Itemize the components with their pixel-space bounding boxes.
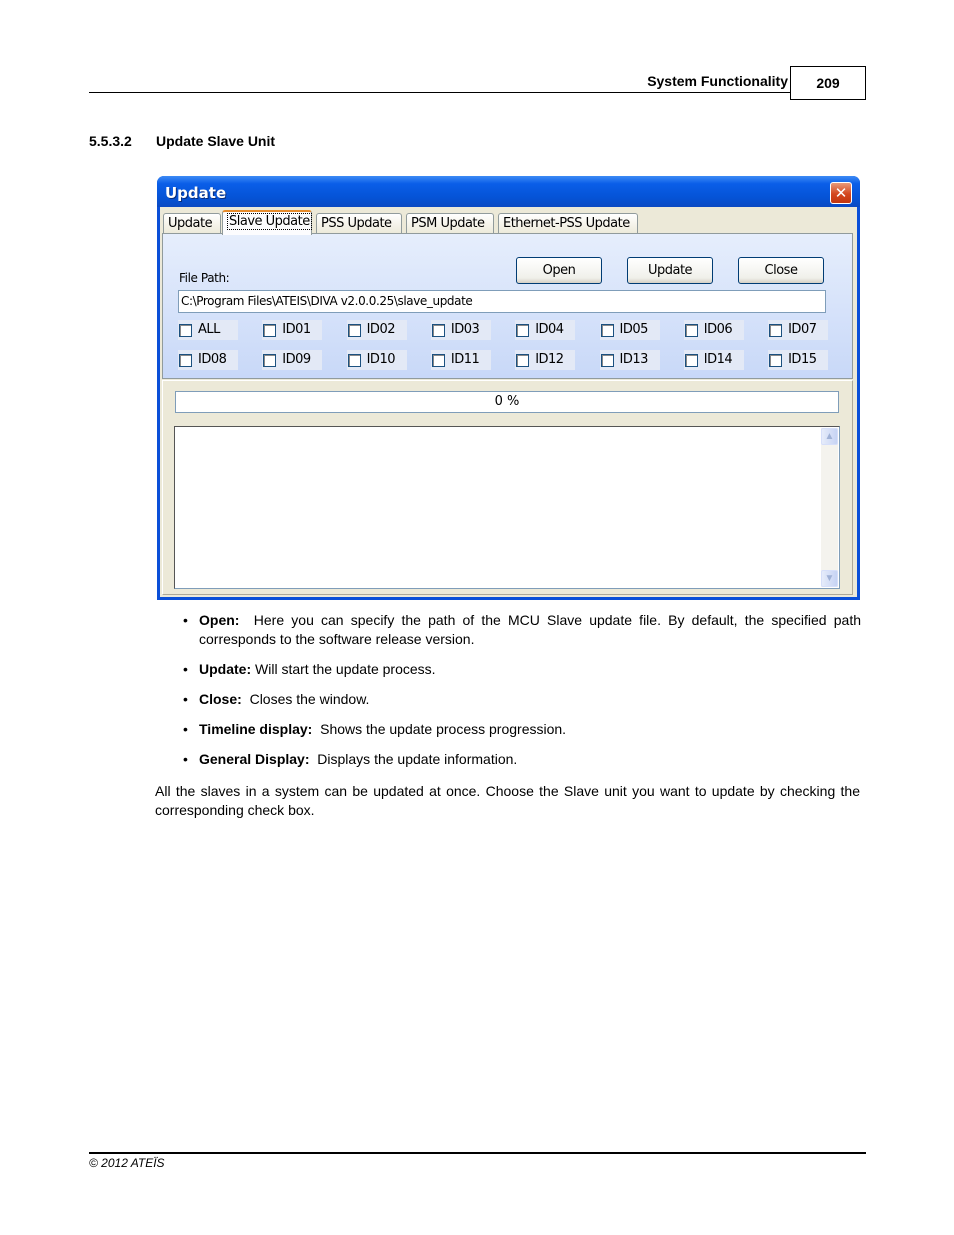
- status-panel: [162, 380, 853, 595]
- list-item-text: Will start the update process.: [255, 661, 436, 677]
- checkbox-label: ID02: [366, 322, 395, 337]
- tab-label: Ethernet-PSS Update: [503, 216, 630, 231]
- checkbox-label: ID06: [703, 322, 733, 337]
- checkbox-label: ID11: [450, 352, 480, 367]
- checkbox-label: ID13: [619, 352, 648, 367]
- checkbox-box[interactable]: [179, 354, 192, 367]
- list-item: [183, 720, 861, 739]
- list-item: [183, 690, 861, 709]
- checkbox-box[interactable]: [769, 324, 782, 337]
- open-button[interactable]: Open: [516, 257, 602, 284]
- tab-label: PSM Update: [411, 216, 485, 231]
- checkbox-label: ID05: [619, 322, 648, 337]
- tab-label: Slave Update: [229, 214, 310, 229]
- checkbox-id12[interactable]: [515, 350, 575, 370]
- file-path-label: File Path:: [179, 271, 230, 285]
- checkbox-id02[interactable]: [347, 320, 407, 340]
- body-paragraph: All the slaves in a system can be updated at once. Choose the Slave unit you want to update by checking the corresponding check box.: [155, 783, 860, 818]
- list-item-term: Update:: [199, 661, 252, 677]
- checkbox-id11[interactable]: [431, 350, 491, 370]
- timeline-progress-bar: [175, 391, 839, 413]
- header-rule: [89, 92, 790, 93]
- checkbox-box[interactable]: [432, 354, 445, 367]
- scroll-down-icon[interactable]: ▼: [821, 570, 838, 587]
- checkbox-box[interactable]: [685, 324, 698, 337]
- checkbox-label: ID07: [788, 322, 817, 337]
- checkbox-id13[interactable]: [600, 350, 660, 370]
- tab-label: PSS Update: [321, 216, 392, 231]
- checkbox-box[interactable]: [348, 324, 361, 337]
- general-display[interactable]: [174, 426, 840, 589]
- list-item-text: Displays the update information.: [317, 751, 518, 767]
- checkbox-label: ID10: [366, 352, 395, 367]
- checkbox-id04[interactable]: [515, 320, 575, 340]
- checkbox-box[interactable]: [179, 324, 192, 337]
- checkbox-box[interactable]: [601, 324, 614, 337]
- section-title: Update Slave Unit: [156, 133, 276, 149]
- list-item-term: General Display:: [199, 751, 310, 767]
- checkbox-label: ID12: [535, 352, 564, 367]
- checkbox-box[interactable]: [516, 354, 529, 367]
- tab-pss-update[interactable]: [316, 213, 402, 234]
- list-item: [183, 660, 861, 679]
- checkbox-label: ID15: [788, 352, 817, 367]
- checkbox-all[interactable]: [178, 320, 238, 340]
- dialog-client-area: [160, 207, 857, 597]
- copyright-footer: © 2012 ATEÏS: [89, 1156, 165, 1170]
- close-window-button[interactable]: [830, 182, 852, 204]
- list-item-term: Open:: [199, 612, 240, 628]
- tab-label: Update: [168, 216, 213, 231]
- checkbox-label: ALL: [198, 322, 220, 337]
- checkbox-id15[interactable]: [768, 350, 828, 370]
- page-number: 209: [790, 66, 866, 100]
- list-item-text: Shows the update process progression.: [320, 721, 567, 737]
- progress-text: 0 %: [494, 394, 520, 409]
- checkbox-label: ID08: [198, 352, 227, 367]
- checkbox-box[interactable]: [263, 324, 276, 337]
- checkbox-box[interactable]: [769, 354, 782, 367]
- section-number: 5.5.3.2: [89, 133, 132, 149]
- checkbox-id14[interactable]: [684, 350, 744, 370]
- checkbox-id08[interactable]: [178, 350, 238, 370]
- update-dialog: [157, 176, 860, 600]
- checkbox-id05[interactable]: [600, 320, 660, 340]
- checkbox-box[interactable]: [348, 354, 361, 367]
- checkbox-box[interactable]: [263, 354, 276, 367]
- checkbox-id03[interactable]: [431, 320, 491, 340]
- tab-update[interactable]: [163, 213, 221, 234]
- list-item-text: Here you can specify the path of the MCU Slave update file. By default, the specified path corresponds to the software release version.: [199, 612, 861, 647]
- feature-list: [183, 611, 861, 780]
- checkbox-label: ID03: [450, 322, 480, 337]
- list-item: [183, 750, 861, 769]
- close-button[interactable]: Close: [738, 257, 824, 284]
- list-item-term: Close:: [199, 691, 242, 707]
- checkbox-label: ID14: [703, 352, 733, 367]
- tab-slave-update[interactable]: [222, 210, 312, 235]
- checkbox-label: ID04: [535, 322, 564, 337]
- list-item-term: Timeline display:: [199, 721, 313, 737]
- checkbox-label: ID09: [282, 352, 311, 367]
- checkbox-id07[interactable]: [768, 320, 828, 340]
- close-icon: ✕: [834, 184, 848, 202]
- footer-rule: [89, 1152, 866, 1154]
- slave-update-panel: [162, 233, 853, 379]
- tab-ethernet-pss-update[interactable]: [498, 213, 638, 234]
- checkbox-box[interactable]: [516, 324, 529, 337]
- list-item-text: Closes the window.: [249, 691, 370, 707]
- checkbox-id06[interactable]: [684, 320, 744, 340]
- tab-psm-update[interactable]: [406, 213, 494, 234]
- checkbox-id10[interactable]: [347, 350, 407, 370]
- dialog-title: Update: [165, 184, 227, 202]
- vertical-scrollbar[interactable]: [821, 428, 838, 587]
- file-path-field[interactable]: C:\Program Files\ATEIS\DIVA v2.0.0.25\slave_update: [178, 290, 826, 313]
- checkbox-box[interactable]: [432, 324, 445, 337]
- dialog-titlebar: [157, 176, 860, 207]
- list-item: [183, 611, 861, 649]
- update-button[interactable]: Update: [627, 257, 713, 284]
- checkbox-box[interactable]: [685, 354, 698, 367]
- checkbox-id01[interactable]: [262, 320, 322, 340]
- checkbox-box[interactable]: [601, 354, 614, 367]
- checkbox-label: ID01: [282, 322, 311, 337]
- scroll-up-icon[interactable]: ▲: [821, 428, 838, 445]
- running-header-title: System Functionality: [647, 73, 788, 89]
- checkbox-id09[interactable]: [262, 350, 322, 370]
